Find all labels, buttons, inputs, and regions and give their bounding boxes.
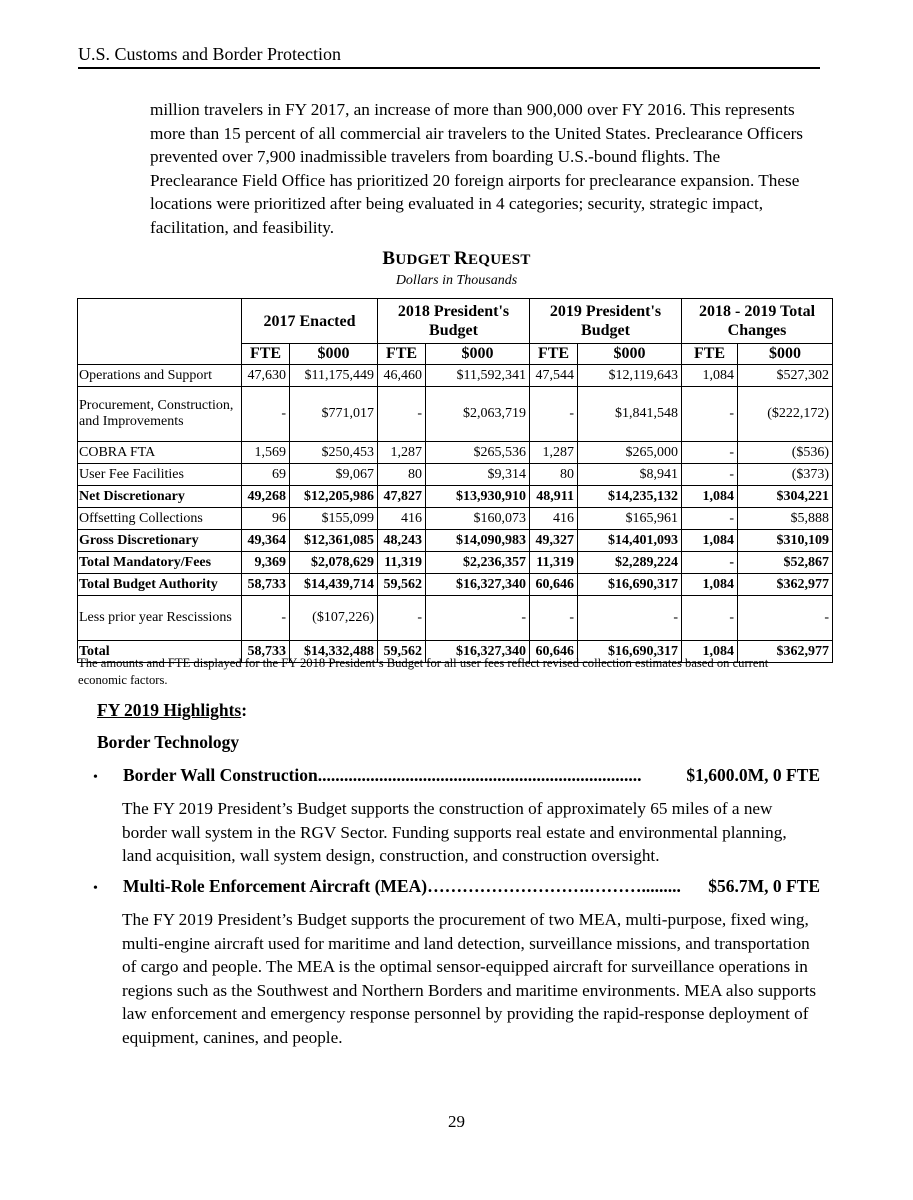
table-row xyxy=(78,387,833,442)
table-row xyxy=(78,508,833,530)
row-label: Offsetting Collections xyxy=(78,508,242,530)
section-heading: Border Technology xyxy=(97,732,240,752)
dollar-cell: $12,205,986 xyxy=(290,486,378,508)
budget-request-title xyxy=(0,248,913,270)
fte-cell: - xyxy=(682,442,738,464)
dollar-cell: - xyxy=(738,596,833,641)
dollar-cell: $16,690,317 xyxy=(578,574,682,596)
dollar-cell: $165,961 xyxy=(578,508,682,530)
highlights-title-text: FY 2019 Highlights xyxy=(97,700,242,720)
subheader-dollars: $000 xyxy=(738,344,833,365)
dollar-cell: $304,221 xyxy=(738,486,833,508)
dollar-cell: $265,000 xyxy=(578,442,682,464)
dollar-cell: ($536) xyxy=(738,442,833,464)
fte-cell: 59,562 xyxy=(378,574,426,596)
table-row xyxy=(78,365,833,387)
fte-cell: 59,562 xyxy=(378,641,426,663)
highlight-description: The FY 2019 President’s Budget supports the procurement of two MEA, multi-purpose, fixed wing, multi-engine aircraft used for maritime and land detection, surveillance missions, and transportation of cargo and people. The MEA is the optimal sensor-equipped aircraft for surveillance operations in regions such as the Southwest and Northern Borders and maritime environments. MEA also supports law enforcement and emergency response personnel by providing the rapid-response deployment of equipment, canines, and people. xyxy=(122,910,817,1047)
fte-cell: 58,733 xyxy=(242,641,290,663)
fte-cell: 47,544 xyxy=(530,365,578,387)
dollar-cell: $14,090,983 xyxy=(426,530,530,552)
dollar-cell: $52,867 xyxy=(738,552,833,574)
row-label: User Fee Facilities xyxy=(78,464,242,486)
fte-cell: - xyxy=(682,464,738,486)
row-label: Operations and Support xyxy=(78,365,242,387)
dollar-cell: $250,453 xyxy=(290,442,378,464)
dollar-cell: - xyxy=(578,596,682,641)
dollar-cell: $265,536 xyxy=(426,442,530,464)
fte-cell: - xyxy=(242,387,290,442)
title-cap-b: B xyxy=(382,248,396,269)
fte-cell: 96 xyxy=(242,508,290,530)
running-header: U.S. Customs and Border Protection xyxy=(78,44,341,64)
fte-cell: 1,084 xyxy=(682,365,738,387)
fte-cell: 80 xyxy=(530,464,578,486)
highlight-name: Multi-Role Enforcement Aircraft (MEA) xyxy=(123,876,428,896)
dollar-cell: ($373) xyxy=(738,464,833,486)
row-label: Total Budget Authority xyxy=(78,574,242,596)
highlight-description: The FY 2019 President’s Budget supports the construction of approximately 65 miles of a new border wall system in the RGV Sector. Funding supports real estate and environmental planning, land acquisition, wall system design, construction, and construction oversight. xyxy=(122,799,787,865)
group-header-2018: 2018 President's Budget xyxy=(378,299,530,344)
dollar-cell: $9,314 xyxy=(426,464,530,486)
group-header-2017: 2017 Enacted xyxy=(242,299,378,344)
corner-header-cell xyxy=(78,299,242,365)
fte-cell: 47,827 xyxy=(378,486,426,508)
dollar-cell: $2,236,357 xyxy=(426,552,530,574)
title-rest-b: UDGET xyxy=(395,252,454,268)
dollar-cell: $2,289,224 xyxy=(578,552,682,574)
table-row xyxy=(78,486,833,508)
dollar-cell: $2,063,719 xyxy=(426,387,530,442)
fte-cell: 49,268 xyxy=(242,486,290,508)
fte-cell: 1,569 xyxy=(242,442,290,464)
highlights-title-colon: : xyxy=(241,700,248,720)
bullet-icon: • xyxy=(93,770,98,785)
dollar-cell: $16,690,317 xyxy=(578,641,682,663)
fte-cell: 46,460 xyxy=(378,365,426,387)
highlights-title xyxy=(97,700,247,721)
row-label: Procurement, Construction, and Improvements xyxy=(78,387,242,442)
dollar-cell: - xyxy=(426,596,530,641)
subheader-fte: FTE xyxy=(242,344,290,365)
title-cap-r: R xyxy=(453,248,468,269)
fte-cell: 1,287 xyxy=(378,442,426,464)
dollar-cell: $1,841,548 xyxy=(578,387,682,442)
budget-request-subtitle: Dollars in Thousands xyxy=(395,273,518,288)
dollar-cell: $16,327,340 xyxy=(426,574,530,596)
fte-cell: 49,364 xyxy=(242,530,290,552)
table-row xyxy=(78,442,833,464)
fte-cell: 11,319 xyxy=(530,552,578,574)
subheader-fte: FTE xyxy=(682,344,738,365)
dollar-cell: ($222,172) xyxy=(738,387,833,442)
dollar-cell: $362,977 xyxy=(738,574,833,596)
dollar-cell: $2,078,629 xyxy=(290,552,378,574)
dollar-cell: $14,439,714 xyxy=(290,574,378,596)
subheader-fte: FTE xyxy=(530,344,578,365)
fte-cell: - xyxy=(530,387,578,442)
fte-cell: 80 xyxy=(378,464,426,486)
dollar-cell: $11,592,341 xyxy=(426,365,530,387)
dot-leader: ……………………….………......... xyxy=(427,876,681,896)
intro-paragraph: million travelers in FY 2017, an increase of more than 900,000 over FY 2016. This represents more than 15 percent of all commercial air travelers to the United States. Preclearance Officers prevented over 7,900 inadmissible travelers from boarding U.S.-bound flights. The Preclearance Field Office has prioritized 20 foreign airports for preclearance expansion. These locations were prioritized after being evaluated in 4 categories; security, strategic impact, facilitation, and feasibility. xyxy=(150,100,803,237)
highlight-item-mea xyxy=(93,876,820,897)
dollar-cell: $5,888 xyxy=(738,508,833,530)
fte-cell: 48,243 xyxy=(378,530,426,552)
fte-cell: - xyxy=(378,387,426,442)
fte-cell: - xyxy=(242,596,290,641)
budget-footnote: The amounts and FTE displayed for the FY 2018 President’s Budget for all user fees reflect revised collection estimates based on current economic factors. xyxy=(78,656,769,687)
highlight-amount: $1,600.0M, 0 FTE xyxy=(686,765,820,785)
title-rest-r: EQUEST xyxy=(467,252,531,268)
dollar-cell: $310,109 xyxy=(738,530,833,552)
fte-cell: 49,327 xyxy=(530,530,578,552)
subheader-dollars: $000 xyxy=(290,344,378,365)
dollar-cell: $362,977 xyxy=(738,641,833,663)
subheader-dollars: $000 xyxy=(426,344,530,365)
fte-cell: 60,646 xyxy=(530,641,578,663)
fte-cell: - xyxy=(530,596,578,641)
dot-leader: .......................................................................... xyxy=(317,765,642,785)
fte-cell: 69 xyxy=(242,464,290,486)
dollar-cell: $14,235,132 xyxy=(578,486,682,508)
row-label: Gross Discretionary xyxy=(78,530,242,552)
dollar-cell: $8,941 xyxy=(578,464,682,486)
fte-cell: 47,630 xyxy=(242,365,290,387)
bullet-icon: • xyxy=(93,881,98,896)
row-label: COBRA FTA xyxy=(78,442,242,464)
fte-cell: 416 xyxy=(530,508,578,530)
highlight-item-border-wall xyxy=(93,765,820,786)
highlight-amount: $56.7M, 0 FTE xyxy=(708,876,820,896)
dollar-cell: $14,332,488 xyxy=(290,641,378,663)
fte-cell: - xyxy=(682,596,738,641)
dollar-cell: $155,099 xyxy=(290,508,378,530)
fte-cell: 416 xyxy=(378,508,426,530)
table-row xyxy=(78,530,833,552)
fte-cell: 11,319 xyxy=(378,552,426,574)
budget-table xyxy=(77,298,833,663)
fte-cell: 60,646 xyxy=(530,574,578,596)
fte-cell: - xyxy=(682,387,738,442)
group-header-2019: 2019 President's Budget xyxy=(530,299,682,344)
dollar-cell: $11,175,449 xyxy=(290,365,378,387)
table-row xyxy=(78,464,833,486)
fte-cell: - xyxy=(378,596,426,641)
fte-cell: - xyxy=(682,552,738,574)
fte-cell: 58,733 xyxy=(242,574,290,596)
highlight-name: Border Wall Construction xyxy=(123,765,318,785)
dollar-cell: $160,073 xyxy=(426,508,530,530)
row-label: Less prior year Rescissions xyxy=(78,596,242,641)
dollar-cell: $13,930,910 xyxy=(426,486,530,508)
fte-cell: - xyxy=(682,508,738,530)
dollar-cell: $16,327,340 xyxy=(426,641,530,663)
table-row xyxy=(78,574,833,596)
table-row xyxy=(78,596,833,641)
dollar-cell: $12,119,643 xyxy=(578,365,682,387)
fte-cell: 48,911 xyxy=(530,486,578,508)
dollar-cell: $771,017 xyxy=(290,387,378,442)
dollar-cell: $14,401,093 xyxy=(578,530,682,552)
dollar-cell: $527,302 xyxy=(738,365,833,387)
fte-cell: 1,287 xyxy=(530,442,578,464)
group-header-changes: 2018 - 2019 Total Changes xyxy=(682,299,833,344)
fte-cell: 1,084 xyxy=(682,486,738,508)
subheader-dollars: $000 xyxy=(578,344,682,365)
page-number: 29 xyxy=(448,1112,465,1131)
table-row xyxy=(78,552,833,574)
header-rule xyxy=(78,67,820,69)
dollar-cell: $9,067 xyxy=(290,464,378,486)
dollar-cell: $12,361,085 xyxy=(290,530,378,552)
subheader-fte: FTE xyxy=(378,344,426,365)
fte-cell: 1,084 xyxy=(682,574,738,596)
row-label: Total xyxy=(78,641,242,663)
row-label: Net Discretionary xyxy=(78,486,242,508)
dollar-cell: ($107,226) xyxy=(290,596,378,641)
fte-cell: 1,084 xyxy=(682,530,738,552)
row-label: Total Mandatory/Fees xyxy=(78,552,242,574)
fte-cell: 9,369 xyxy=(242,552,290,574)
fte-cell: 1,084 xyxy=(682,641,738,663)
